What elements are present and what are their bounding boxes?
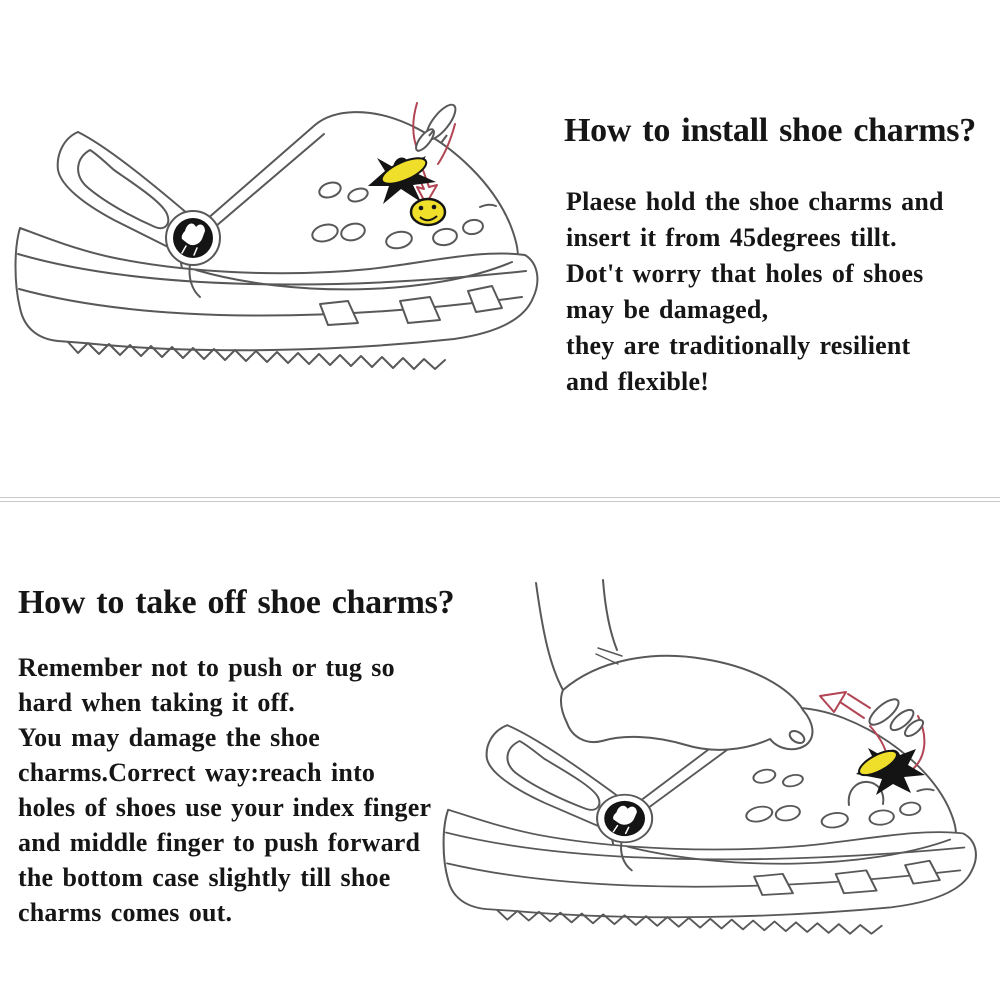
remove-line: and middle finger to push forward (18, 828, 421, 857)
install-line: they are traditionally resilient (566, 331, 911, 360)
install-line: Dot't worry that holes of shoes (566, 259, 924, 288)
remove-line: charms.Correct way:reach into (18, 758, 376, 787)
install-illustration (16, 101, 538, 369)
foot-and-fingers-icon (536, 580, 812, 750)
remove-line: Remember not to push or tug so (18, 653, 395, 682)
remove-illustration (444, 580, 976, 934)
install-line: may be damaged, (566, 295, 769, 324)
remove-line: holes of shoes use your index finger (18, 793, 432, 822)
smiley-charm-icon (411, 199, 445, 225)
remove-line: You may damage the shoe (18, 723, 321, 752)
install-line: insert it from 45degrees tillt. (566, 223, 897, 252)
remove-line: charms comes out. (18, 898, 233, 927)
remove-line: the bottom case slightly till shoe (18, 863, 391, 892)
remove-instructions (18, 650, 431, 930)
section-divider (0, 497, 1000, 502)
install-line: Plaese hold the shoe charms and (566, 187, 944, 216)
install-instructions (566, 184, 944, 400)
install-line: and flexible! (566, 367, 710, 396)
remove-heading: How to take off shoe charms? (18, 584, 455, 621)
remove-line: hard when taking it off. (18, 688, 295, 717)
install-heading: How to install shoe charms? (564, 112, 976, 149)
